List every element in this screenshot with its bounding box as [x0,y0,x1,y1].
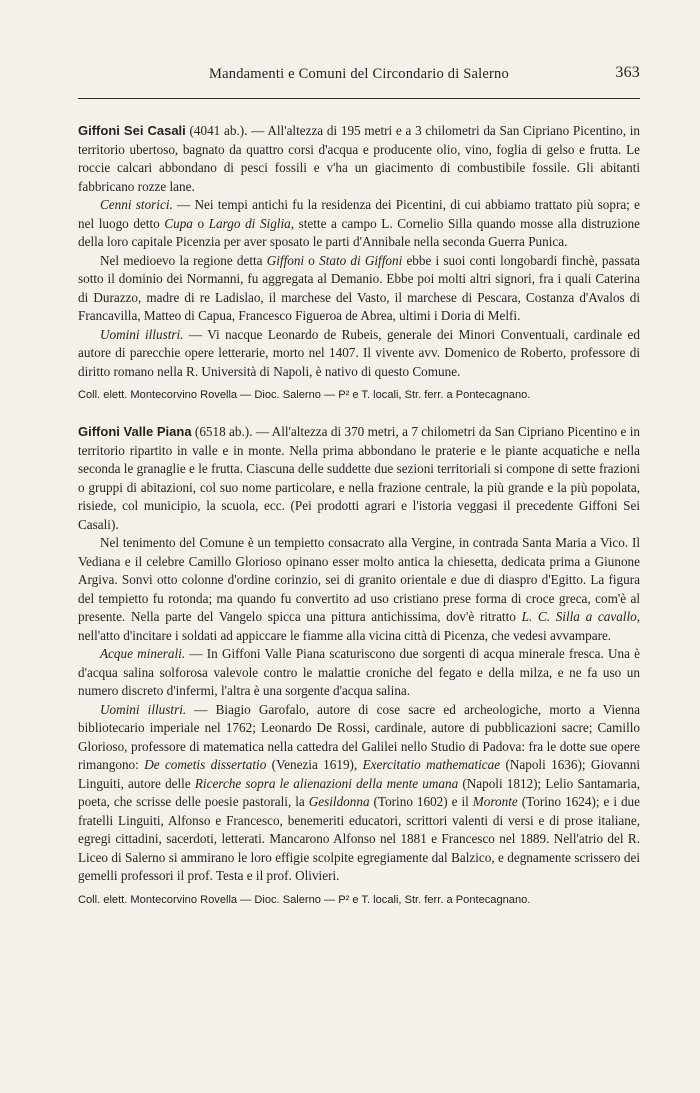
section-label: Uomini illustri. [100,701,187,717]
entry-title: Giffoni Valle Piana [78,424,192,439]
paragraph-medioevo: Nel medioevo la regione detta Giffoni o Stato di Giffoni ebbe i suoi conti longobardi finchè, passata sotto il dominio dei Normanni, fu aggregata al Demanio. Ebbe poi molti altri signori, fra i quali Caterina di Durazzo, madre di re Ladislao, il marchese del Vasto, il marchese di Pescara, Costanza d'Avalos di Francavilla, Matteo di Capua, Francesco Figueroa de Abrea, ultimi i Doria di Melfi. [78,252,641,323]
entry-title: Giffoni Sei Casali [78,123,186,138]
section-label: Cenni storici. [100,197,173,212]
section-label: Uomini illustri. [100,326,184,342]
entry-footnote: Coll. elett. Montecorvino Rovella — Dioc. Salerno — P² e T. locali, Str. ferr. a Pontecagnano. [78,893,531,906]
page-body [78,122,640,908]
section-cenni-storici: Cenni storici. — Nei tempi antichi fu la residenza dei Picentini, di cui abbiamo trattato più sopra; e nel luogo detto Cupa o Largo di Siglia, stette a campo L. Cornelio Silla quando mosse alla distruzione della loro capitale Picenzia per aver sposato le parti d'Annibale nella seconda Guerra Punica. [78,197,640,249]
entry-giffoni-sei-casali-intro: Giffoni Sei Casali (4041 ab.). — All'altezza di 195 metri e a 3 chilometri da San Cipriano Picentino, in territorio ubertoso, bagnato da quattro corsi d'acqua e producente olio, vino, foglia di gelso e frutta. Le roccie calcari abbondano di pesci fossili e v'ha un giacimento di combustibile fossile. Gli abitanti fabbricano rozze lane. [78,123,640,194]
section-label: Acque minerali. [100,646,186,661]
entry-footnote: Coll. elett. Montecorvino Rovella — Dioc. Salerno — P² e T. locali, Str. ferr. a Pontecagnano. [78,389,531,401]
section-uomini-illustri: Uomini illustri. — Biagio Garofalo, autore di cose sacre ed archeologiche, morto a Vienna bibliotecario imperiale nel 1762; Leonardo De Rossi, cardinale, autore di pubblicazioni sacre; Camillo Glorioso, professore di matematica nella cattedra del Galilei nello Studio di Padova: fra le dotte sue opere rimangono: De cometis dissertatio (Venezia 1619), Exercitatio mathematicae (Napoli 1636); Giovanni Linguiti, autore delle Ricerche sopra le alienazioni della mente umana (Napoli 1812); Lelio Santamaria, poeta, che scrisse delle poesie pastorali, la Gesildonna (Torino 1602) e il Moronte (Torino 1624); e i due fratelli Linguiti, Alfonso e Francesco, benemeriti educatori, scrittori valenti di versi e di prose italiane, egregi cittadini, sacerdoti, letterati. Mancarono Alfonso nel 1881 e Francesco nel 1889. Nell'atrio del R. Liceo di Salerno si ammirano le loro effigie scolpite egregiamente dal Balzico, e degnamente scrissero dei gemelli professori il prof. Testa e il prof. Olivieri. [78,701,641,883]
entry-giffoni-valle-piana-intro: Giffoni Valle Piana (6518 ab.). — All'altezza di 370 metri, a 7 chilometri da San Cipriano Picentino e in territorio ripartito in valle e in monte. Nella prima abbondano le praterie e le piante acquatiche e nella seconda le granaglie e le frutta. Ciascuna delle suddette due sezioni territoriali si compone di sette frazioni o gruppi di abitazioni, col suo nome particolare, e nella frazione centrale, la più grande e la più popolata, risiede, col municipio, la scuola, ecc. (Pei prodotti agrari e l'istoria veggasi il precedente Giffoni Sei Casali). [78,424,640,532]
section-acque-minerali: Acque minerali. — In Giffoni Valle Piana scaturiscono due sorgenti di acqua minerale fresca. Una è d'acqua salina solforosa valevole contro le malattie croniche del fegato e della milza, e ne fa uso un numero discreto d'infermi, l'altra è una sorgente d'acqua salina. [78,646,640,698]
header-rule [78,98,640,99]
running-header [78,66,640,90]
entry-separator [78,403,640,423]
paragraph-tempietto: Nel tenimento del Comune è un tempietto consacrato alla Vergine, in contrada Santa Maria a Vico. Il Vediana e il celebre Camillo Glorioso opinano esser molto antica la chiesetta, dedicata prima a Giunone Argiva. Sonvi otto colonne d'ordine corinzio, sei di granito orientale e due di diaspro d'Egitto. La figura del tempietto fu rotonda; ma quando fu convertito ad uso cristiano prese forma di croce greca, com'è al presente. Nella parte del Vangelo spicca una pittura antichissima, dov'è ritratto L. C. Silla a cavallo, nell'atto d'incitare i soldati ad appiccare le fiamme alla vicina città di Picenza, che vedesi avvampare. [78,535,641,643]
running-title: Mandamenti e Comuni del Circondario di Salerno [209,66,509,82]
section-uomini-illustri: Uomini illustri. — Vi nacque Leonardo de Rubeis, generale dei Minori Conventuali, cardinale ed autore di parecchie opere letterarie, morto nel 1407. Il vivente avv. Domenico de Roberto, professore di diritto romano nella R. Università di Napoli, è nativo di questo Comune. [78,326,640,379]
page-number: 363 [615,64,640,81]
